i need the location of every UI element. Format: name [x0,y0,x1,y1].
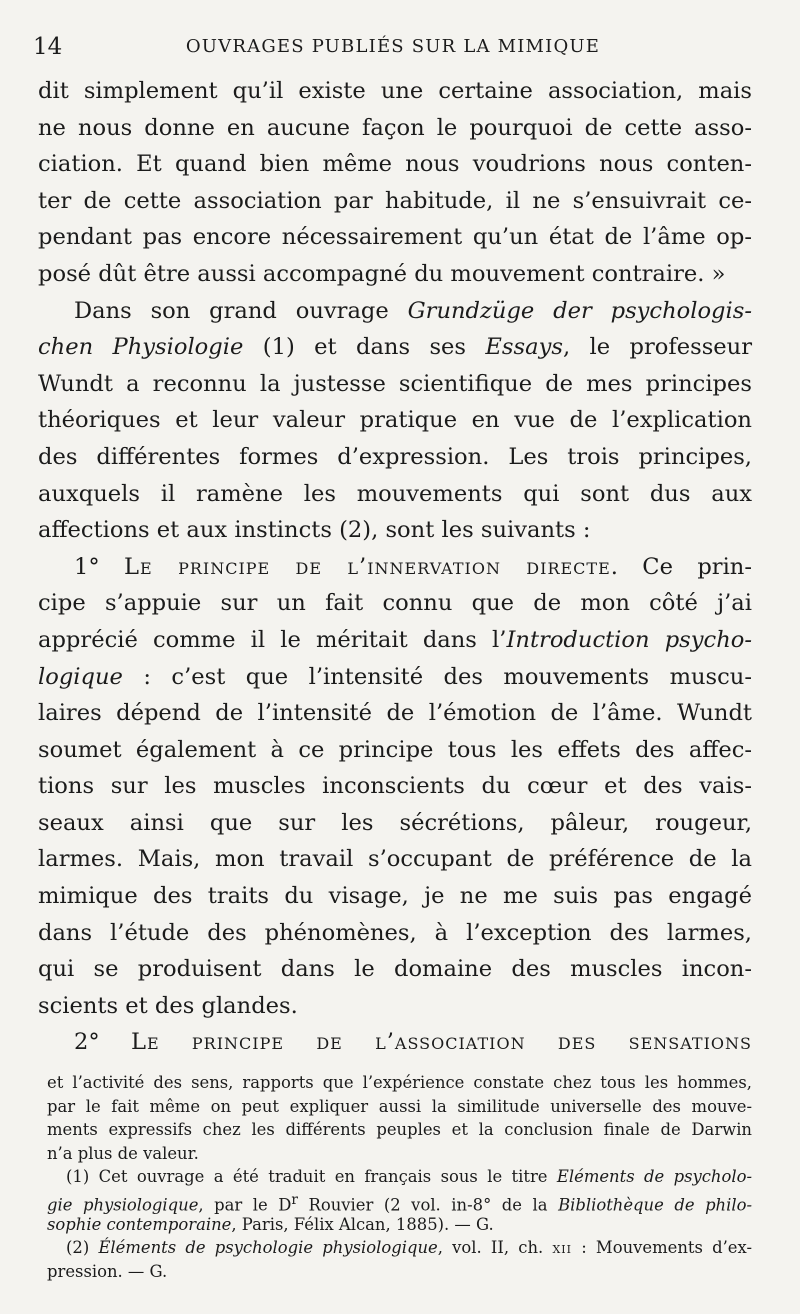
body-line: Wundt a reconnu la justesse scientifique de mes principes [38,370,752,397]
body-line: Dans son grand ouvrage Grundzüge der psychologis- [74,297,752,324]
body-line: cipe s’appuie sur un fait connu que de mon côté j’ai [38,590,752,617]
body-line: qui se produisent dans le domaine des muscles incon- [38,956,752,983]
page-header [33,30,753,64]
body-line: larmes. Mais, mon travail s’occupant de préférence de la [38,846,752,873]
body-line: chen Physiologie (1) et dans ses Essays, le professeur [38,334,753,361]
footnote-line: (2) Éléments de psychologie physiologique, vol. II, ch. xii : Mouvements d’ex- [66,1238,752,1258]
book-title-italic: Grundzüge der psychologis- [407,297,752,324]
roman-numeral: xii [552,1238,572,1258]
body-line: auxquels il ramène les mouvements qui sont dus aux [38,480,752,507]
book-title-italic: Eléments de psycholo- [556,1167,753,1187]
principle-heading: Le principe de l’innervation directe [124,553,611,580]
book-title-italic: logique [38,663,123,690]
book-title-italic: sophie contemporaine [47,1214,232,1234]
body-text [38,73,752,1061]
body-line: soumet également à ce principe tous les effets des affec- [38,736,752,763]
body-line: 2° Le principe de l’association des sensations [74,1029,752,1056]
body-line: ter de cette association par habitude, il ne s’ensuivrait ce- [38,187,752,214]
body-line: scients et des glandes. [38,992,298,1019]
body-line: posé dût être aussi accompagné du mouvement contraire. » [38,260,726,287]
footnote-line: par le fait même on peut expliquer aussi la similitude universelle des mouve- [47,1096,752,1116]
footnote-line: n’a plus de valeur. [47,1143,199,1163]
body-line: pendant pas encore nécessairement qu’un état de l’âme op- [38,224,752,251]
body-line: laires dépend de l’intensité de l’émotion de l’âme. Wundt [38,700,752,727]
footnote-line: et l’activité des sens, rapports que l’expérience constate chez tous les hommes, [47,1073,752,1092]
footnote-line: (1) Cet ouvrage a été traduit en français sous le titre Eléments de psycholo- [66,1167,753,1187]
principle-heading: Le principe de l’association des sensations [130,1029,752,1056]
footnote-line: sophie contemporaine, Paris, Félix Alcan, 1885). — G. [47,1214,494,1234]
superscript: r [291,1191,298,1208]
body-line: ciation. Et quand bien même nous voudrions nous conten- [38,151,752,178]
book-title-italic: Bibliothèque de philo- [558,1195,753,1215]
footnote-line: ments expressifs chez les différents peuples et la conclusion finale de Darwin [47,1120,752,1140]
running-title: OUVRAGES PUBLIÉS SUR LA MIMIQUE [185,36,601,57]
body-line: affections et aux instincts (2), sont les suivants : [38,517,591,544]
body-line: mimique des traits du visage, je ne me suis pas engagé [38,883,752,910]
body-line: seaux ainsi que sur les sécrétions, pâleur, rougeur, [38,809,752,836]
body-line: dit simplement qu’il existe une certaine association, mais [38,78,752,104]
body-line: tions sur les muscles inconscients du cœur et des vais- [38,773,752,800]
body-line: 1° Le principe de l’innervation directe. Ce prin- [74,553,752,580]
footnote-line: gie physiologique, par le $D^r$ Rouvier (2 vol. in-8° de la Bibliothèque de philo- [47,1191,753,1215]
body-line: logique : c’est que l’intensité des mouvements muscu- [38,663,752,690]
book-title-italic: Éléments de psychologie physiologique [98,1238,438,1258]
book-title-italic: Introduction psycho- [506,626,752,653]
body-line: dans l’étude des phénomènes, à l’exception des larmes, [38,919,752,946]
book-title-italic: Essays [485,334,563,361]
book-title-italic: chen Physiologie [38,334,244,361]
body-line: théoriques et leur valeur pratique en vue de l’explication [38,407,752,434]
body-line: apprécié comme il le méritait dans l’Introduction psycho- [38,626,752,653]
footnote-line: pression. — G. [47,1261,168,1281]
body-line: ne nous donne en aucune façon le pourquoi de cette asso- [38,114,752,141]
footnotes [47,1071,752,1283]
page-number: 14 [33,34,63,60]
book-title-italic: gie physiologique [47,1195,199,1215]
body-line: des différentes formes d’expression. Les trois principes, [38,443,752,470]
